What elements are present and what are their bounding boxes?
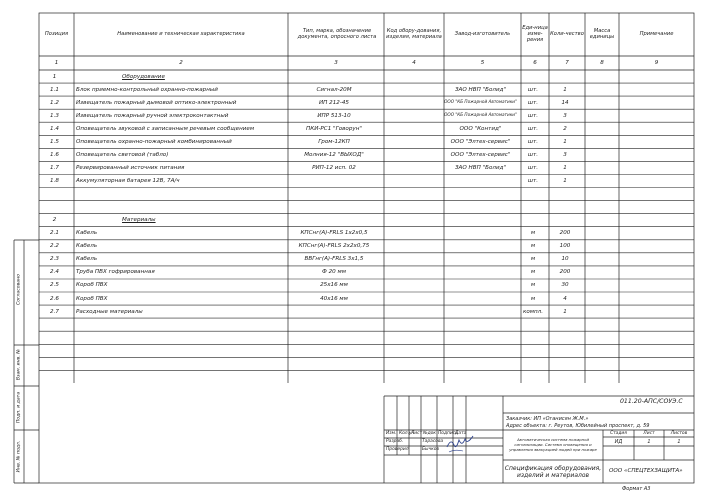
header-pos: Позиция <box>44 30 69 37</box>
side-label-inv-replaced: Взам. инв. № <box>16 348 22 381</box>
cell-name: Труба ПВХ гофрированная <box>76 269 155 276</box>
col-number: 8 <box>600 60 604 66</box>
cell-name <box>74 201 286 214</box>
cell-qty: 3 <box>563 151 567 158</box>
cell-qty: 4 <box>563 295 567 302</box>
cell-name: Оповещатель звуковой с записанным речевым сообщением <box>76 125 255 132</box>
cell-name: Кабель <box>76 243 98 250</box>
cell-type: 25х16 мм <box>320 282 348 289</box>
cell-unit <box>521 188 545 201</box>
cell-type <box>288 214 380 227</box>
cell-pos: 1.1 <box>50 86 59 93</box>
side-label-sign-date: Подп. и дата <box>16 391 22 424</box>
cell-unit: м <box>530 295 536 302</box>
cell-qty: 1 <box>563 138 567 145</box>
tb-col-list: Лист <box>411 431 423 436</box>
cell-qty: 3 <box>563 112 567 119</box>
cell-maker: ООО "Элтех-сервис" <box>450 138 511 145</box>
cell-type <box>288 174 380 187</box>
cell-qty: 200 <box>559 230 571 237</box>
cell-unit <box>521 70 545 83</box>
cell-pos: 2.4 <box>50 269 59 276</box>
cell-pos: 1.6 <box>50 151 59 158</box>
cell-pos: 2.2 <box>50 243 59 250</box>
cell-type: 40х16 мм <box>320 295 348 302</box>
tb-col-kol: Кол.уч <box>399 431 415 436</box>
header-qty: Коли-чество <box>550 30 584 37</box>
cell-unit <box>521 201 545 214</box>
cell-unit: м <box>530 256 536 263</box>
cell-name: Короб ПВХ <box>76 282 108 289</box>
cell-maker <box>444 70 517 83</box>
cell-pos: 1.8 <box>50 177 59 184</box>
header-code: Код обору-дования, изделия, материала <box>386 27 442 40</box>
tb-col-date: Дата <box>455 431 467 436</box>
header-type: Тип, марка, обозначение документа, опросного листа <box>297 27 377 40</box>
col-number: 2 <box>179 60 183 66</box>
cell-name: Блок приемно-контрольный охранно-пожарный <box>76 86 218 93</box>
cell-qty: 1 <box>563 308 567 315</box>
cell-unit: шт. <box>527 86 539 93</box>
company-name: ООО «СПЕЦТЕХЗАЩИТА» <box>609 468 683 474</box>
cell-unit: шт. <box>527 138 539 145</box>
cell-type: ИПР 513-10 <box>317 112 351 119</box>
cell-pos: 1.2 <box>50 99 59 106</box>
cell-name: Расходные материалы <box>76 308 143 315</box>
cell-name: Кабель <box>76 256 98 263</box>
stadia-value: ИД <box>614 439 623 445</box>
system-name: Автоматическая система пожарной сигнализации. Система оповещения и управления эвакуацией людей при пожаре <box>509 437 597 452</box>
cell-qty: 30 <box>561 282 569 289</box>
cell-pos: 2 <box>52 217 57 224</box>
cell-name: Извещатель пожарный дымовой оптико-электронный <box>76 99 237 106</box>
cell-unit <box>521 214 545 227</box>
cell-pos: 2.5 <box>50 282 59 289</box>
cell-maker <box>444 174 517 187</box>
doc-code: 011.20-АПС/СОУЭ.С <box>620 398 683 405</box>
cell-qty: 100 <box>559 243 571 250</box>
cell-type <box>288 70 380 83</box>
cell-name: Оборудование <box>122 73 165 80</box>
header-unit: Еди-ница изме-рения <box>522 24 548 44</box>
cell-type: КПСнг(А)-FRLS 1х2х0,5 <box>300 230 368 237</box>
cell-qty: 200 <box>559 269 571 276</box>
cell-maker: ООО "Контид" <box>459 125 502 132</box>
cell-name <box>74 188 286 201</box>
listov-value: 1 <box>677 439 681 445</box>
cell-pos: 2.3 <box>50 256 59 263</box>
cell-name: Оповещатель световой (табло) <box>76 151 169 158</box>
cell-maker <box>444 201 517 214</box>
cell-name: Материалы <box>122 217 156 224</box>
cell-name: Аккумуляторная батарея 12В, 7А/ч <box>76 177 180 184</box>
object-address: Адрес объекта: г. Реутов, Юбилейный проспект, д. 59 <box>506 423 650 429</box>
cell-maker <box>444 227 517 240</box>
cell-type <box>288 201 380 214</box>
cell-qty: 1 <box>563 177 567 184</box>
cell-type: КПСнг(А)-FRLS 2х2х0,75 <box>298 243 370 250</box>
cell-type: Сигнал-20М <box>316 86 352 93</box>
cell-pos: 1.3 <box>50 112 59 119</box>
cell-qty <box>549 70 581 83</box>
cell-maker: ООО "КБ Пожарной Автоматики" <box>444 112 517 118</box>
cell-name: Оповещатель охранно-пожарный комбинированный <box>76 138 232 145</box>
cell-maker <box>444 214 517 227</box>
checker-name: Бычков <box>422 447 439 452</box>
cell-maker: ЗАО НВП "Болид" <box>454 164 507 171</box>
tb-col-ndoc: №док <box>423 431 436 436</box>
col-number: 1 <box>54 60 59 66</box>
tb-col-izm: Изм. <box>386 431 397 436</box>
header-name: Наименование и техническая характеристика <box>117 30 245 37</box>
cell-type: Молния-12 "ВЫХОД" <box>304 151 364 158</box>
col-number: 3 <box>334 60 338 66</box>
cell-pos: 1.7 <box>50 164 59 171</box>
cell-maker <box>444 292 517 305</box>
cell-unit: м <box>530 243 536 250</box>
developer-name: Тарасова <box>422 439 444 444</box>
cell-name: Короб ПВХ <box>76 295 108 302</box>
cell-maker: ООО "КБ Пожарной Автоматики" <box>444 99 517 105</box>
cell-unit: шт. <box>527 112 539 119</box>
cell-type: Гром-12КП <box>318 138 350 145</box>
cell-type <box>288 305 380 318</box>
cell-maker <box>444 279 517 292</box>
cell-unit: шт. <box>527 151 539 158</box>
cell-unit: м <box>530 269 536 276</box>
cell-maker <box>444 240 517 253</box>
cell-maker: ООО "Элтех-сервис" <box>450 151 511 158</box>
role-developer: Разраб. <box>386 439 404 444</box>
cell-type <box>288 188 380 201</box>
col-number: 4 <box>412 60 416 66</box>
cell-type: ПКИ-РС1 "Говорун" <box>306 125 362 132</box>
cell-maker <box>444 253 517 266</box>
cell-unit: м <box>530 230 536 237</box>
cell-pos: 1.4 <box>50 125 59 132</box>
cell-qty <box>549 201 581 214</box>
cell-maker <box>444 266 517 279</box>
cell-pos: 2.6 <box>50 295 59 302</box>
cell-name: Извещатель пожарный ручной электроконтактный <box>76 112 229 119</box>
cell-qty: 1 <box>563 164 567 171</box>
role-checker: Проверил <box>386 447 409 452</box>
cell-qty: 2 <box>563 125 567 132</box>
header-note: Примечание <box>639 30 674 37</box>
cell-unit: шт. <box>527 99 539 106</box>
cell-name: Резервированный источник питания <box>76 164 185 171</box>
cell-maker <box>444 305 517 318</box>
header-mass: Масса единицы <box>589 27 615 40</box>
cell-unit: шт. <box>527 125 539 132</box>
col-number: 5 <box>480 60 485 66</box>
cell-unit: компл. <box>522 308 544 315</box>
cell-type: Ф 20 мм <box>322 269 346 276</box>
format-label: Формат А3 <box>622 486 651 492</box>
cell-qty: 14 <box>561 99 569 106</box>
list-value: 1 <box>647 439 651 445</box>
header-maker: Завод-изготовитель <box>454 30 511 37</box>
col-number: 9 <box>654 60 659 66</box>
cell-qty: 10 <box>561 256 569 263</box>
side-label-inv-orig: Инв. № подл. <box>16 440 22 473</box>
col-number: 6 <box>533 60 537 66</box>
cell-pos: 1 <box>52 73 57 80</box>
tb-col-podp: Подпись <box>438 431 458 436</box>
cell-qty: 1 <box>563 86 567 93</box>
cell-qty <box>549 214 581 227</box>
col-number: 7 <box>565 60 569 66</box>
list-label: Лист <box>643 431 655 436</box>
cell-maker <box>444 188 517 201</box>
doc-title: Спецификация оборудования, изделий и материалов <box>504 465 602 479</box>
cell-unit: шт. <box>527 164 539 171</box>
cell-pos: 1.5 <box>50 138 59 145</box>
cell-pos <box>39 201 70 214</box>
cell-qty <box>549 188 581 201</box>
cell-unit: м <box>530 282 536 289</box>
cell-pos: 2.1 <box>50 230 59 237</box>
side-label-agreed: Согласовано <box>16 274 22 305</box>
cell-pos <box>39 188 70 201</box>
cell-type: ИП 212-45 <box>319 99 349 106</box>
stadia-label: Стадия <box>610 431 627 436</box>
cell-name: Кабель <box>76 230 98 237</box>
cell-type: РИП-12 исп. 02 <box>312 164 356 171</box>
listov-label: Листов <box>670 431 688 436</box>
cell-unit: шт. <box>527 177 539 184</box>
cell-maker: ЗАО НВП "Болид" <box>454 86 507 93</box>
cell-type: ВВГнг(А)-FRLS 3х1,5 <box>304 256 364 263</box>
cell-pos: 2.7 <box>50 308 59 315</box>
customer: Заказчик: ИП «Оганисян Ж.М.» <box>506 416 589 422</box>
